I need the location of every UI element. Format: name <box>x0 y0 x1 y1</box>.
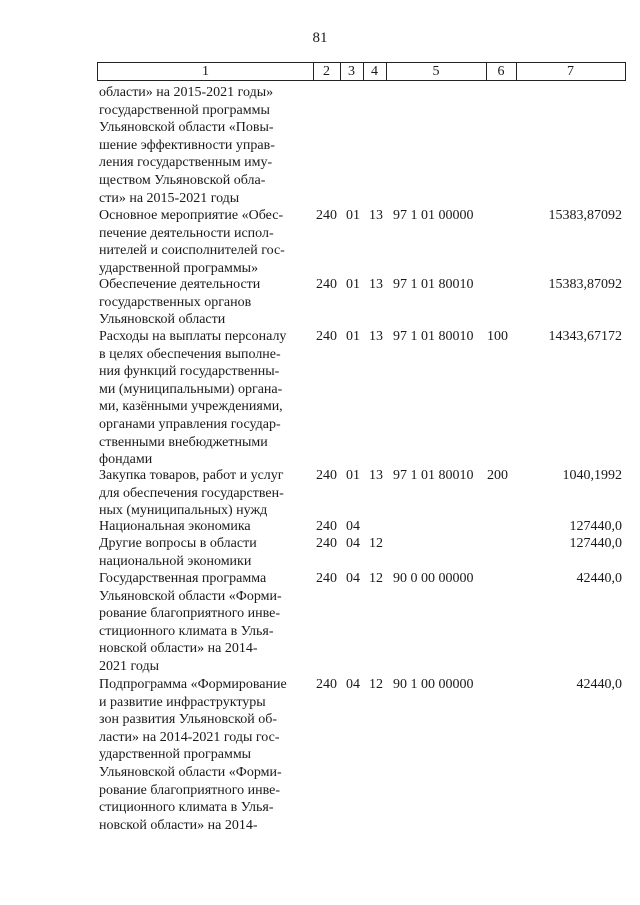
row-col-2: 240 <box>316 677 337 692</box>
row-col-4: 13 <box>369 208 383 223</box>
row-col-7: 42440,0 <box>576 571 622 586</box>
row-col-5: 97 1 01 80010 <box>393 277 474 292</box>
row-col-6: 100 <box>487 329 508 344</box>
row-col-3: 04 <box>346 677 360 692</box>
row-col-7: 1040,1992 <box>562 468 622 483</box>
header-col-1: 1 <box>202 64 209 79</box>
page-number: 81 <box>312 30 328 46</box>
row-col-3: 04 <box>346 536 360 551</box>
header-col-2: 2 <box>323 64 330 79</box>
row-col-3: 01 <box>346 208 360 223</box>
row-col-4: 13 <box>369 468 383 483</box>
row-col-2: 240 <box>316 208 337 223</box>
row-col-7: 42440,0 <box>576 677 622 692</box>
row-col-2: 240 <box>316 571 337 586</box>
row-col-4: 12 <box>369 677 383 692</box>
row-col-3: 01 <box>346 468 360 483</box>
row-col-5: 90 1 00 00000 <box>393 677 474 692</box>
row-col-7: 127440,0 <box>569 519 622 534</box>
row-col-4: 12 <box>369 571 383 586</box>
row-col-4: 13 <box>369 329 383 344</box>
table-header <box>97 62 626 81</box>
row-col-2: 240 <box>316 329 337 344</box>
row-col-2: 240 <box>316 519 337 534</box>
row-description: Закупка товаров, работ и услуг для обеспечения государствен- ных (муниципальных) нужд <box>99 468 284 519</box>
row-col-2: 240 <box>316 468 337 483</box>
row-description: Основное мероприятие «Обес- печение деятельности испол- нителей и соисполнителей гос- ударственной программы» <box>99 208 285 276</box>
header-col-6: 6 <box>497 64 505 79</box>
header-col-7: 7 <box>567 64 574 79</box>
row-col-3: 01 <box>346 277 360 292</box>
row-description: Обеспечение деятельности государственных органов Ульяновской области <box>99 277 261 328</box>
row-col-4: 12 <box>369 536 383 551</box>
row-col-2: 240 <box>316 536 337 551</box>
header-col-5: 5 <box>432 64 440 79</box>
row-col-6: 200 <box>487 468 508 483</box>
row-description: Государственная программа Ульяновской области «Форми- рование благоприятного инве- стиционного климата в Улья- новской области» на 2014- 2021 годы <box>99 571 282 674</box>
row-col-2: 240 <box>316 277 337 292</box>
row-col-5: 97 1 01 00000 <box>393 208 474 223</box>
row-col-3: 04 <box>346 571 360 586</box>
row-description: Подпрограмма «Формирование и развитие инфраструктуры зон развития Ульяновской об- ласти» на 2014-2021 годы гос- ударственной программы Ульяновской области «Форми- рование благоприятного инве- стиционного климата в Улья- новской области» на 2014- <box>99 677 287 833</box>
row-description: Национальная экономика <box>99 519 251 534</box>
row-col-3: 01 <box>346 329 360 344</box>
header-col-4: 4 <box>371 64 378 79</box>
row-description: области» на 2015-2021 годы» государственной программы Ульяновской области «Повы- шение эффективности управ- ления государственным иму- ществом Ульяновской обла- сти» на 2015-2021 годы <box>99 85 275 206</box>
row-col-4: 13 <box>369 277 383 292</box>
row-col-7: 15383,87092 <box>548 208 622 223</box>
row-col-3: 04 <box>346 519 360 534</box>
row-col-5: 97 1 01 80010 <box>393 468 474 483</box>
row-col-7: 14343,67172 <box>548 329 622 344</box>
row-description: Расходы на выплаты персоналу в целях обеспечения выполне- ния функций государственны- ми (муниципальными) органа- ми, казёнными учреждениями, органами управления государ- ственными внебюджетными фондами <box>99 329 287 468</box>
header-col-3: 3 <box>348 64 355 79</box>
row-col-7: 15383,87092 <box>548 277 622 292</box>
row-col-7: 127440,0 <box>569 536 622 551</box>
row-description: Другие вопросы в области национальной экономики <box>99 536 257 569</box>
row-col-5: 90 0 00 00000 <box>393 571 474 586</box>
row-col-5: 97 1 01 80010 <box>393 329 474 344</box>
